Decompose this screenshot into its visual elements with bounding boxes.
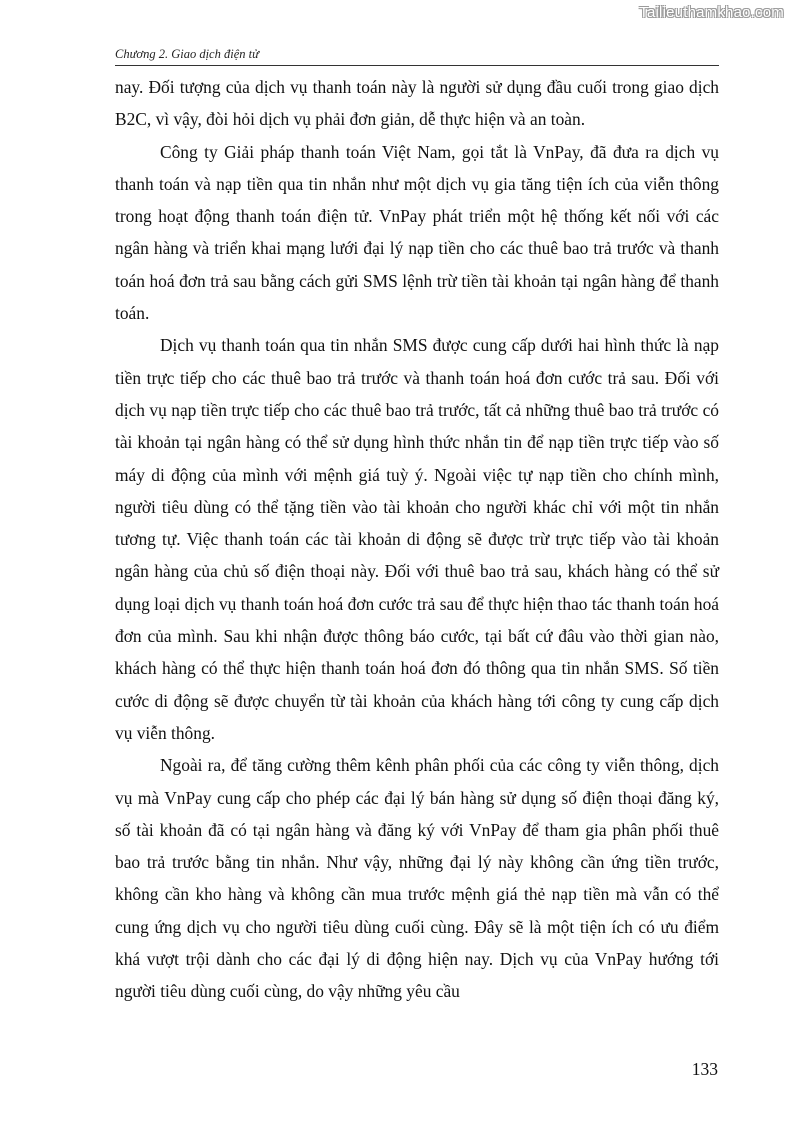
paragraph-3: Dịch vụ thanh toán qua tin nhắn SMS được cung cấp dưới hai hình thức là nạp tiền trực tiếp cho các thuê bao trả trước và thanh toán hoá đơn cước trả sau. Đối với dịch vụ nạp tiền trực tiếp cho các thuê bao trả trước, tất cả những thuê bao trả trước có tài khoản tại ngân hàng có thể sử dụng hình thức nhắn tin để nạp tiền trực tiếp vào số máy di động của mình với mệnh giá tuỳ ý. Ngoài việc tự nạp tiền cho chính mình, người tiêu dùng có thể tặng tiền vào tài khoản cho người khác chỉ với một tin nhắn tương tự. Việc thanh toán các tài khoản di động sẽ được trừ trực tiếp vào tài khoản ngân hàng của chủ số điện thoại này. Đối với thuê bao trả sau, khách hàng có thể sử dụng loại dịch vụ thanh toán hoá đơn cước trả sau để thực hiện thao tác thanh toán hoá đơn của mình. Sau khi nhận được thông báo cước, tại bất cứ đâu vào thời gian nào, khách hàng có thể thực hiện thanh toán hoá đơn đó thông qua tin nhắn SMS. Số tiền cước di động sẽ được chuyển từ tài khoản của khách hàng tới công ty cung cấp dịch vụ viễn thông. xyxy=(115,335,719,743)
body-text xyxy=(115,71,719,1008)
watermark: Tailieuthamkhao.com xyxy=(639,4,784,21)
paragraph-1: nay. Đối tượng của dịch vụ thanh toán này là người sử dụng đầu cuối trong giao dịch B2C, vì vậy, đòi hỏi dịch vụ phải đơn giản, dễ thực hiện và an toàn. xyxy=(115,77,719,130)
page-number: 133 xyxy=(691,1059,718,1079)
paragraph-2: Công ty Giải pháp thanh toán Việt Nam, gọi tắt là VnPay, đã đưa ra dịch vụ thanh toán và nạp tiền qua tin nhắn như một dịch vụ gia tăng tiện ích của viễn thông trong hoạt động thanh toán điện tử. VnPay phát triển một hệ thống kết nối với các ngân hàng và triển khai mạng lưới đại lý nạp tiền cho các thuê bao trả trước và thanh toán hoá đơn trả sau bằng cách gửi SMS lệnh trừ tiền tài khoản tại ngân hàng để thanh toán. xyxy=(115,141,719,324)
paragraph-4: Ngoài ra, để tăng cường thêm kênh phân phối của các công ty viễn thông, dịch vụ mà VnPay cung cấp cho phép các đại lý bán hàng sử dụng số điện thoại đăng ký, số tài khoản đã có tại ngân hàng và đăng ký với VnPay để tham gia phân phối thuê bao trả trước bằng tin nhắn. Như vậy, những đại lý này không cần ứng tiền trước, không cần kho hàng và không cần mua trước mệnh giá thẻ nạp tiền mà vẫn có thể cung ứng dịch vụ cho người tiêu dùng cuối cùng. Đây sẽ là một tiện ích có ưu điểm khá vượt trội dành cho các đại lý di động hiện nay. Dịch vụ của VnPay hướng tới người tiêu dùng cuối cùng, do vậy những yêu cầu xyxy=(115,755,719,1002)
chapter-header: Chương 2. Giao dịch điện tử xyxy=(115,47,719,66)
